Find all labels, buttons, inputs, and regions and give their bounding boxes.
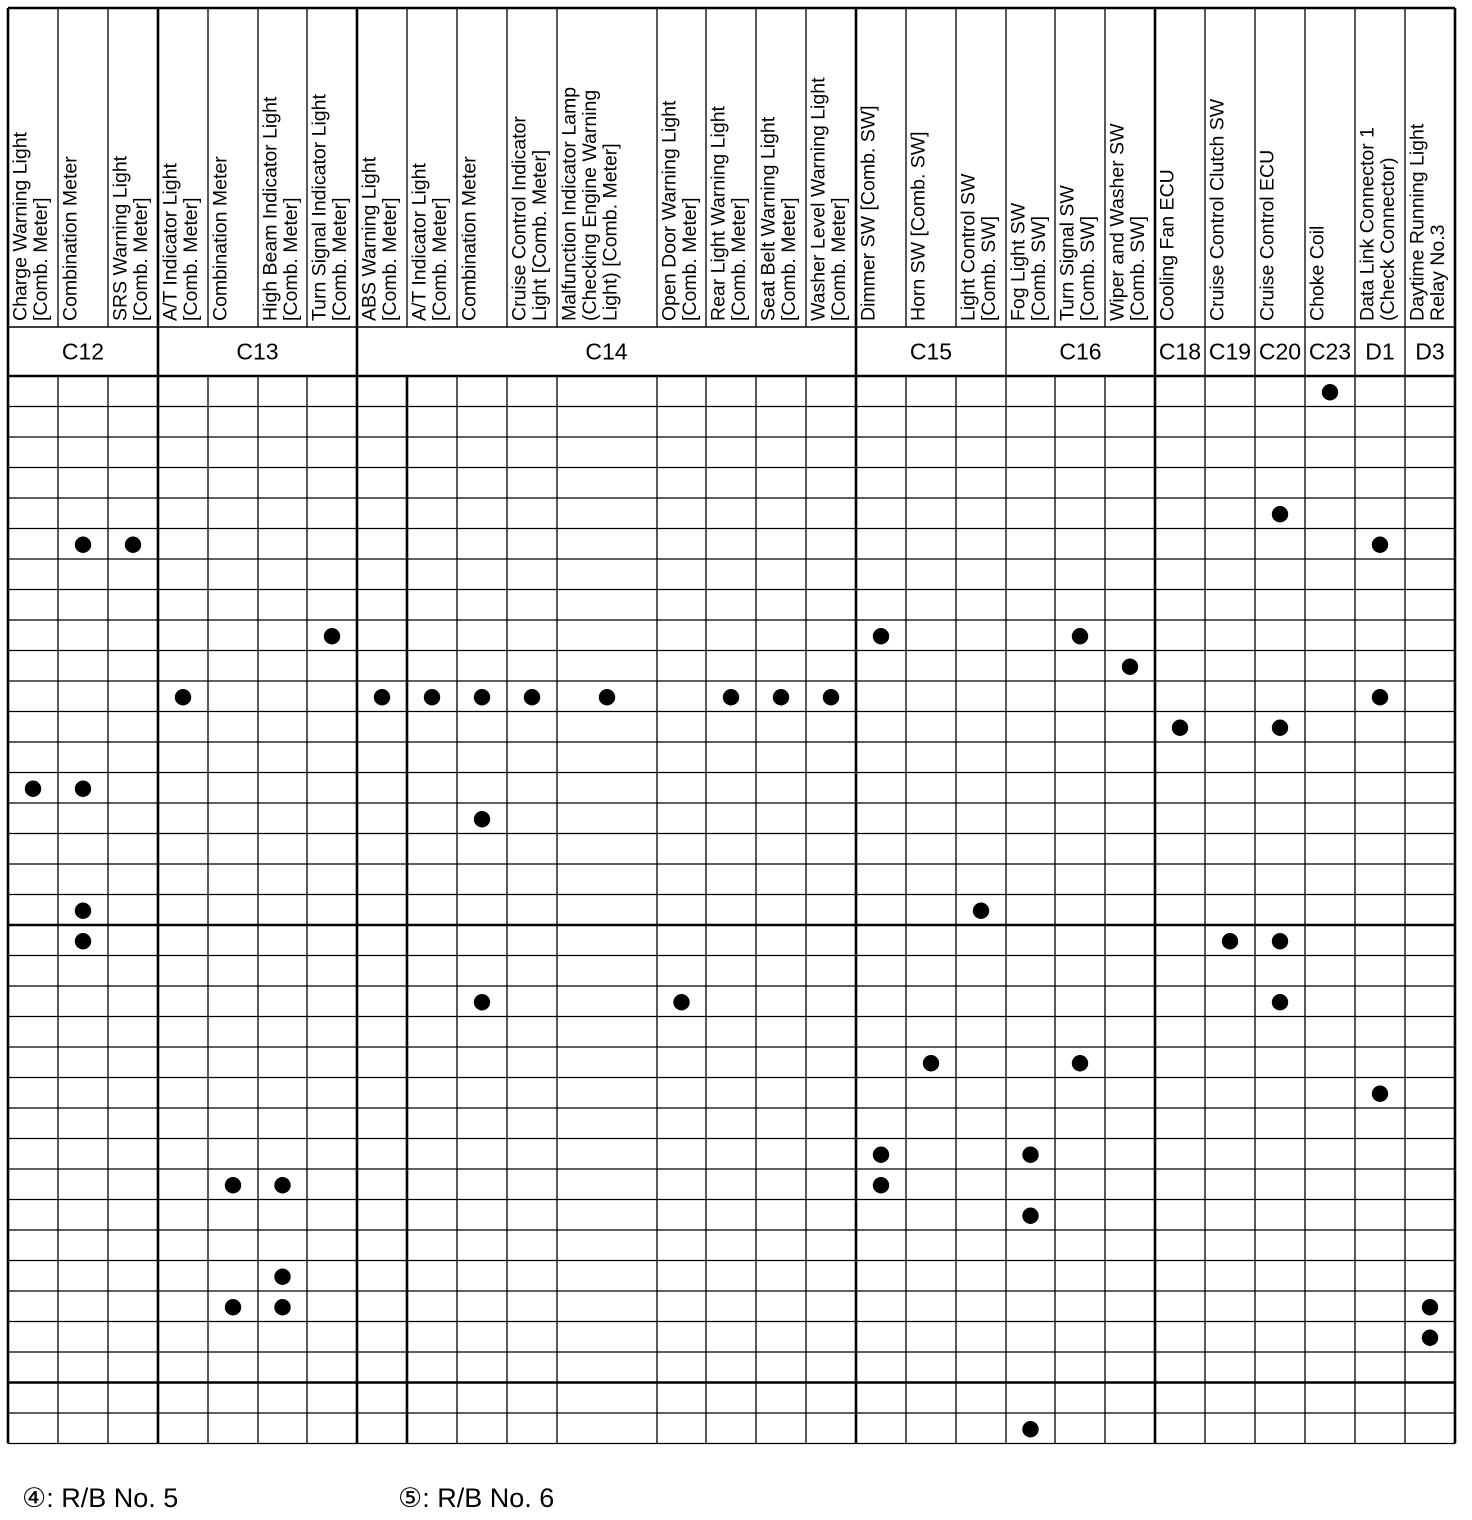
column-header-label: Horn SW [Comb. SW] xyxy=(907,131,930,321)
connection-dot xyxy=(1022,1147,1038,1163)
connection-dot xyxy=(1122,659,1138,675)
connection-dot xyxy=(1272,994,1288,1010)
column-header-label: (Checking Engine Warning xyxy=(579,89,602,321)
column-header-label: Combination Meter xyxy=(209,156,232,321)
connection-dot xyxy=(923,1055,939,1071)
connection-dot xyxy=(75,781,91,797)
column-header-label: [Comb. Meter] xyxy=(728,197,751,321)
connection-dot xyxy=(424,689,440,705)
column-header-label: Fog Light SW xyxy=(1007,202,1030,321)
connection-dot xyxy=(673,994,689,1010)
column-header-label: Data Link Connector 1 xyxy=(1356,126,1379,321)
connection-dots xyxy=(25,384,1438,1437)
column-header-label: [Comb. Meter] xyxy=(280,197,303,321)
connection-dot xyxy=(25,781,41,797)
column-header-label: High Beam Indicator Light xyxy=(259,96,282,321)
connection-dot xyxy=(873,1177,889,1193)
column-header-label: [Comb. SW] xyxy=(1028,215,1051,321)
column-headers xyxy=(10,77,1450,321)
column-header-label: [Comb. Meter] xyxy=(180,197,203,321)
connection-dot xyxy=(474,811,490,827)
connection-dot xyxy=(75,537,91,553)
connection-dot xyxy=(599,689,615,705)
column-header-label: [Comb. SW] xyxy=(1127,215,1150,321)
connection-dot xyxy=(1372,1086,1388,1102)
column-header-label: Rear Light Warning Light xyxy=(707,106,730,321)
connector-code: D1 xyxy=(1365,338,1395,365)
connection-dot xyxy=(823,689,839,705)
connection-dot xyxy=(873,1147,889,1163)
connection-dot xyxy=(1022,1421,1038,1437)
connection-dot xyxy=(75,933,91,949)
column-header-label: [Comb. Meter] xyxy=(329,197,352,321)
connector-code: C19 xyxy=(1208,338,1252,365)
column-header-label: [Comb. Meter] xyxy=(30,197,53,321)
legend-item: ⑤: R/B No. 6 xyxy=(398,1483,555,1513)
column-header-label: Dimmer SW [Comb. SW] xyxy=(857,105,880,321)
column-header-label: SRS Warning Light xyxy=(109,155,132,321)
column-header-label: Turn Signal Indicator Light xyxy=(308,94,331,321)
column-header-label: Daytime Running Light xyxy=(1406,123,1429,321)
connector-code: C13 xyxy=(236,338,279,365)
column-header-label: Light) [Comb. Meter] xyxy=(599,143,622,321)
connection-dot xyxy=(274,1299,290,1315)
column-header-label: (Check Connector) xyxy=(1377,157,1400,321)
column-header-label: Cooling Fan ECU xyxy=(1156,169,1179,321)
connector-code: C18 xyxy=(1158,338,1202,365)
connector-code: C14 xyxy=(585,338,628,365)
column-header-label: Washer Level Warning Light xyxy=(807,77,830,321)
connection-dot xyxy=(973,903,989,919)
connector-code: C12 xyxy=(61,338,105,365)
column-header-label: Charge Warning Light xyxy=(9,132,32,321)
legend-item: ④: R/B No. 5 xyxy=(22,1483,179,1513)
connection-dot xyxy=(1022,1208,1038,1224)
connection-dot xyxy=(374,689,390,705)
connection-dot xyxy=(1322,384,1338,400)
connection-dot xyxy=(225,1299,241,1315)
connection-dot xyxy=(873,628,889,644)
connection-dot xyxy=(773,689,789,705)
connection-dot xyxy=(474,994,490,1010)
column-header-label: Cruise Control Indicator xyxy=(508,116,531,321)
column-header-label: Malfunction Indicator Lamp xyxy=(558,86,581,321)
column-header-label: [Comb. Meter] xyxy=(828,197,851,321)
column-header-label: [Comb. Meter] xyxy=(130,197,153,321)
connection-dot xyxy=(1372,689,1388,705)
column-header-label: Combination Meter xyxy=(59,156,82,321)
column-header-label: Light Control SW xyxy=(957,173,980,321)
column-header-label: Cruise Control Clutch SW xyxy=(1206,98,1229,321)
column-header-label: Light [Comb. Meter] xyxy=(529,149,552,321)
connection-dot xyxy=(1072,628,1088,644)
connection-dot xyxy=(1272,933,1288,949)
column-header-label: A/T Indicator Light xyxy=(159,163,182,321)
connection-dot xyxy=(1272,506,1288,522)
connector-code-row xyxy=(62,339,1445,365)
connection-dot xyxy=(274,1177,290,1193)
column-header-label: Open Door Warning Light xyxy=(658,100,681,321)
column-header-label: [Comb. SW] xyxy=(978,215,1001,321)
connection-dot xyxy=(1422,1330,1438,1346)
connection-dot xyxy=(1222,933,1238,949)
column-header-label: Relay No.3 xyxy=(1427,224,1450,321)
column-header-label: Choke Coil xyxy=(1306,225,1329,321)
column-header-label: [Comb. Meter] xyxy=(679,197,702,321)
column-header-label: [Comb. Meter] xyxy=(778,197,801,321)
connection-dot xyxy=(324,628,340,644)
column-header-label: [Comb. SW] xyxy=(1077,215,1100,321)
connector-code: C15 xyxy=(909,338,953,365)
connection-dot xyxy=(1072,1055,1088,1071)
column-header-label: Cruise Control ECU xyxy=(1256,149,1279,321)
connection-dot xyxy=(274,1269,290,1285)
connection-dot xyxy=(1172,720,1188,736)
column-header-label: [Comb. Meter] xyxy=(379,197,402,321)
column-header-label: Turn Signal SW xyxy=(1056,185,1079,321)
connection-dot xyxy=(1272,720,1288,736)
column-header-label: ABS Warning Light xyxy=(358,156,381,321)
connection-dot xyxy=(723,689,739,705)
column-header-label: A/T Indicator Light xyxy=(408,163,431,321)
connection-dot xyxy=(474,689,490,705)
connection-dot xyxy=(1372,537,1388,553)
connector-code: C16 xyxy=(1059,338,1102,365)
connection-dot xyxy=(175,689,191,705)
connector-code: D3 xyxy=(1415,338,1445,365)
connector-code: C23 xyxy=(1308,338,1352,365)
connection-dot xyxy=(125,537,141,553)
column-header-label: Wiper and Washer SW xyxy=(1106,123,1129,321)
connection-dot xyxy=(1422,1299,1438,1315)
connection-dot xyxy=(75,903,91,919)
connector-code: C20 xyxy=(1258,338,1302,365)
connection-dot xyxy=(225,1177,241,1193)
column-header-label: Seat Belt Warning Light xyxy=(757,116,780,321)
column-header-label: [Comb. Meter] xyxy=(429,197,452,321)
connection-dot xyxy=(524,689,540,705)
column-header-label: Combination Meter xyxy=(458,156,481,321)
